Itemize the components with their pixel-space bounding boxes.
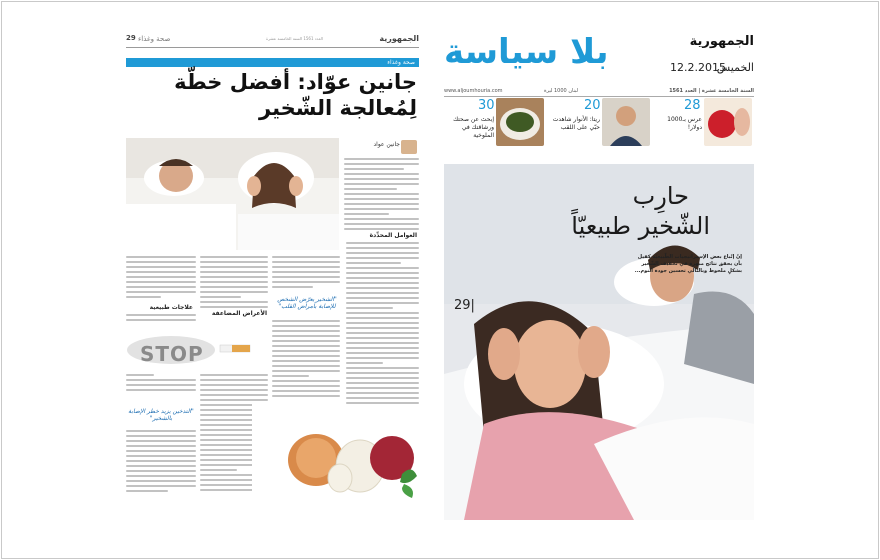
issue-day: الخميس bbox=[716, 61, 754, 74]
apple-thumbnail bbox=[704, 98, 752, 146]
page-number: 29 bbox=[126, 34, 136, 42]
brand-label: الجمهورية bbox=[379, 34, 419, 43]
person-thumbnail bbox=[602, 98, 650, 146]
teaser-20[interactable] bbox=[550, 98, 650, 148]
text-column-2b bbox=[272, 320, 340, 400]
masthead-logo: بلا سياسة bbox=[444, 32, 609, 72]
masthead bbox=[444, 30, 754, 88]
article-title-line2: لِمُعالجة الشّخير bbox=[259, 96, 417, 120]
cover-headline-line1: حارِب bbox=[632, 182, 689, 210]
website: www.aljoumhouria.com bbox=[444, 88, 503, 94]
issue-date: 12.2.2015 bbox=[670, 61, 726, 74]
left-page bbox=[126, 34, 419, 504]
text-column-4d bbox=[126, 430, 196, 495]
issue-info-bar bbox=[444, 88, 754, 97]
onion-garlic-image bbox=[252, 404, 419, 502]
section-bar bbox=[126, 58, 419, 67]
cover-story[interactable] bbox=[444, 164, 754, 520]
teaser-28[interactable] bbox=[654, 98, 754, 148]
issue-info-small: العدد 1561 السنة الخامسة عشرة bbox=[266, 36, 323, 41]
author-photo bbox=[401, 140, 417, 154]
teaser-row bbox=[444, 98, 754, 148]
issue-number: السنة الخامسة عشرة | العدد 1561 bbox=[669, 88, 754, 94]
teaser-text: إبحث عن صحتك ورشاقتك في الملوخية bbox=[453, 116, 494, 139]
molokhia-thumbnail bbox=[496, 98, 544, 146]
pull-quote-2: "التدخين يزيد خطر الإصابة بالشخير" bbox=[128, 408, 194, 422]
cover-page-number: 29| bbox=[454, 298, 475, 313]
text-column-4 bbox=[126, 256, 196, 301]
brand-label: الجمهورية bbox=[689, 34, 754, 49]
section-bar-label: صحة وغذاء bbox=[387, 59, 415, 66]
right-page bbox=[444, 30, 754, 520]
teaser-page-num: 28 bbox=[684, 98, 701, 113]
section-label-small: صحة وغذاء bbox=[138, 35, 171, 43]
left-page-header bbox=[126, 34, 419, 48]
teaser-page-num: 20 bbox=[584, 98, 601, 113]
teaser-text: ريتا: الأنوار شاهدت حبّي على اللقب bbox=[552, 116, 600, 131]
author-name: جانين عواد bbox=[373, 141, 400, 148]
text-column-2 bbox=[272, 256, 340, 291]
snoring-couple-photo bbox=[126, 138, 339, 250]
teaser-30[interactable] bbox=[446, 98, 546, 148]
article-title-line1: جانين عوّاد: أفضل خطّة bbox=[174, 70, 417, 94]
cover-subheading: إنّ إتّباع بعض الإستراتيجيات الطّبيعيّة كفيل بأن يحقق نتائج مبهرة في تخفيف الشّخير بشكلٍ ملحوظ وبالتالي تحسين جودة النوم... bbox=[634, 254, 742, 274]
pull-quote-1: "الشخير يعرّض الشخص للإصابة بأمراض القلب" bbox=[277, 296, 337, 310]
teaser-page-num: 30 bbox=[478, 98, 495, 113]
text-column-3 bbox=[200, 256, 268, 311]
text-column-4c bbox=[126, 374, 196, 394]
cover-headline-line2: الشّخير طبيعيّاً bbox=[571, 212, 710, 240]
stop-word: STOP bbox=[140, 342, 204, 366]
subhead-2: الأعراض المضاعفة bbox=[211, 310, 267, 317]
text-column-right bbox=[344, 158, 419, 233]
text-column-4b bbox=[126, 314, 196, 324]
issue-price: لبنان 1000 ليرة bbox=[544, 88, 579, 94]
subhead-3: علاجات طبيعية bbox=[149, 304, 193, 311]
subhead-1: العوامل المحدِّدة bbox=[369, 232, 417, 239]
teaser-text: عرس بـ1000 دولار! bbox=[667, 116, 702, 131]
